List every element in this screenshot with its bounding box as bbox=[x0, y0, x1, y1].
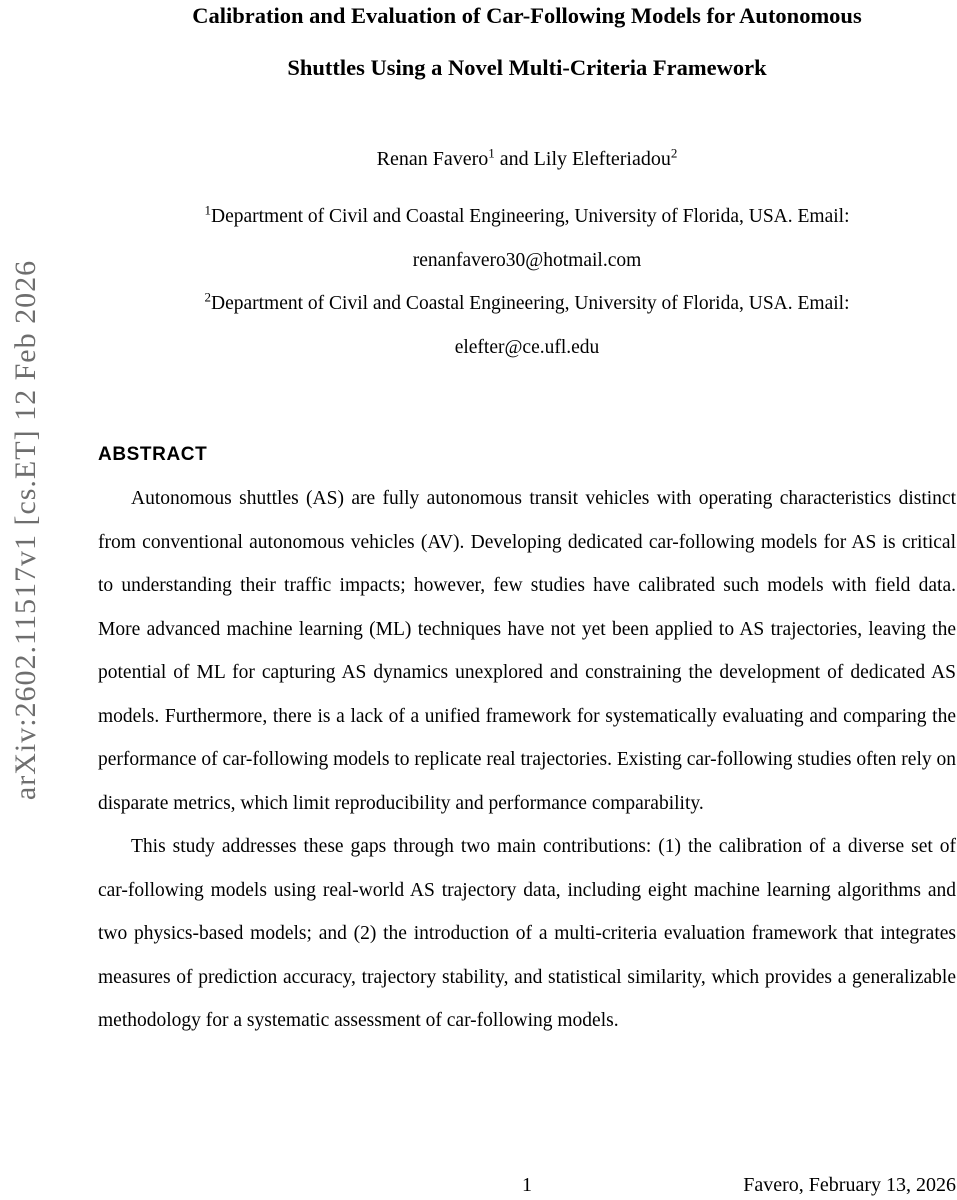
author-1-name: Renan Favero bbox=[376, 148, 489, 170]
page-footer bbox=[98, 1173, 956, 1199]
abstract-body bbox=[98, 477, 956, 1043]
affiliation-2-email: elefter@ce.ufl.edu bbox=[454, 336, 600, 358]
running-title: Favero, February 13, 2026 bbox=[743, 1174, 956, 1196]
affiliation-2-mark: 2 bbox=[204, 289, 211, 305]
affiliation-1-line bbox=[98, 195, 956, 239]
page-number: 1 bbox=[522, 1174, 532, 1196]
affiliation-2-line bbox=[98, 282, 956, 326]
affiliation-2-text: Department of Civil and Coastal Engineering, University of Florida, USA. Email: bbox=[210, 293, 850, 314]
page-content bbox=[98, 0, 956, 1043]
paper-title-line1: Calibration and Evaluation of Car-Following Models for Autonomous bbox=[192, 3, 862, 28]
author-2-affiliation-mark: 2 bbox=[670, 145, 678, 161]
affiliation-1-text: Department of Civil and Coastal Engineering, University of Florida, USA. Email: bbox=[210, 206, 850, 227]
paper-title bbox=[98, 0, 956, 82]
abstract-paragraph-2: This study addresses these gaps through two main contributions: (1) the calibration of a diverse set of car-following models using real-world AS trajectory data, including eight machine learning algorithms and two physics-based models; and (2) the introduction of a multi-criteria evaluation framework that integrates measures of prediction accuracy, trajectory stability, and statistical similarity, which provides a generalizable methodology for a systematic assessment of car-following models. bbox=[98, 836, 956, 1031]
author-line bbox=[98, 145, 956, 173]
author-2-name: Lily Elefteriadou bbox=[533, 148, 671, 170]
affiliations-block bbox=[98, 195, 956, 369]
affiliation-1-mark: 1 bbox=[204, 202, 211, 218]
author-separator: and bbox=[494, 148, 534, 170]
abstract-paragraph-1: Autonomous shuttles (AS) are fully autonomous transit vehicles with operating characteristics distinct from conventional autonomous vehicles (AV). Developing dedicated car-following models for AS is critical to understanding their traffic impacts; however, few studies have calibrated such models with field data. More advanced machine learning (ML) techniques have not yet been applied to AS trajectories, leaving the potential of ML for capturing AS dynamics unexplored and constraining the development of dedicated AS models. Furthermore, there is a lack of a unified framework for systematically evaluating and comparing the performance of car-following models to replicate real trajectories. Existing car-following studies often rely on disparate metrics, which limit reproducibility and performance comparability. bbox=[98, 488, 956, 814]
abstract-heading: ABSTRACT bbox=[98, 444, 208, 465]
paper-title-line2: Shuttles Using a Novel Multi-Criteria Framework bbox=[287, 55, 767, 80]
author-1-affiliation-mark: 1 bbox=[488, 145, 495, 161]
arxiv-identifier-stamp: arXiv:2602.11517v1 [cs.ET] 12 Feb 2026 bbox=[9, 259, 42, 801]
affiliation-1-email: renanfavero30@hotmail.com bbox=[412, 249, 642, 271]
